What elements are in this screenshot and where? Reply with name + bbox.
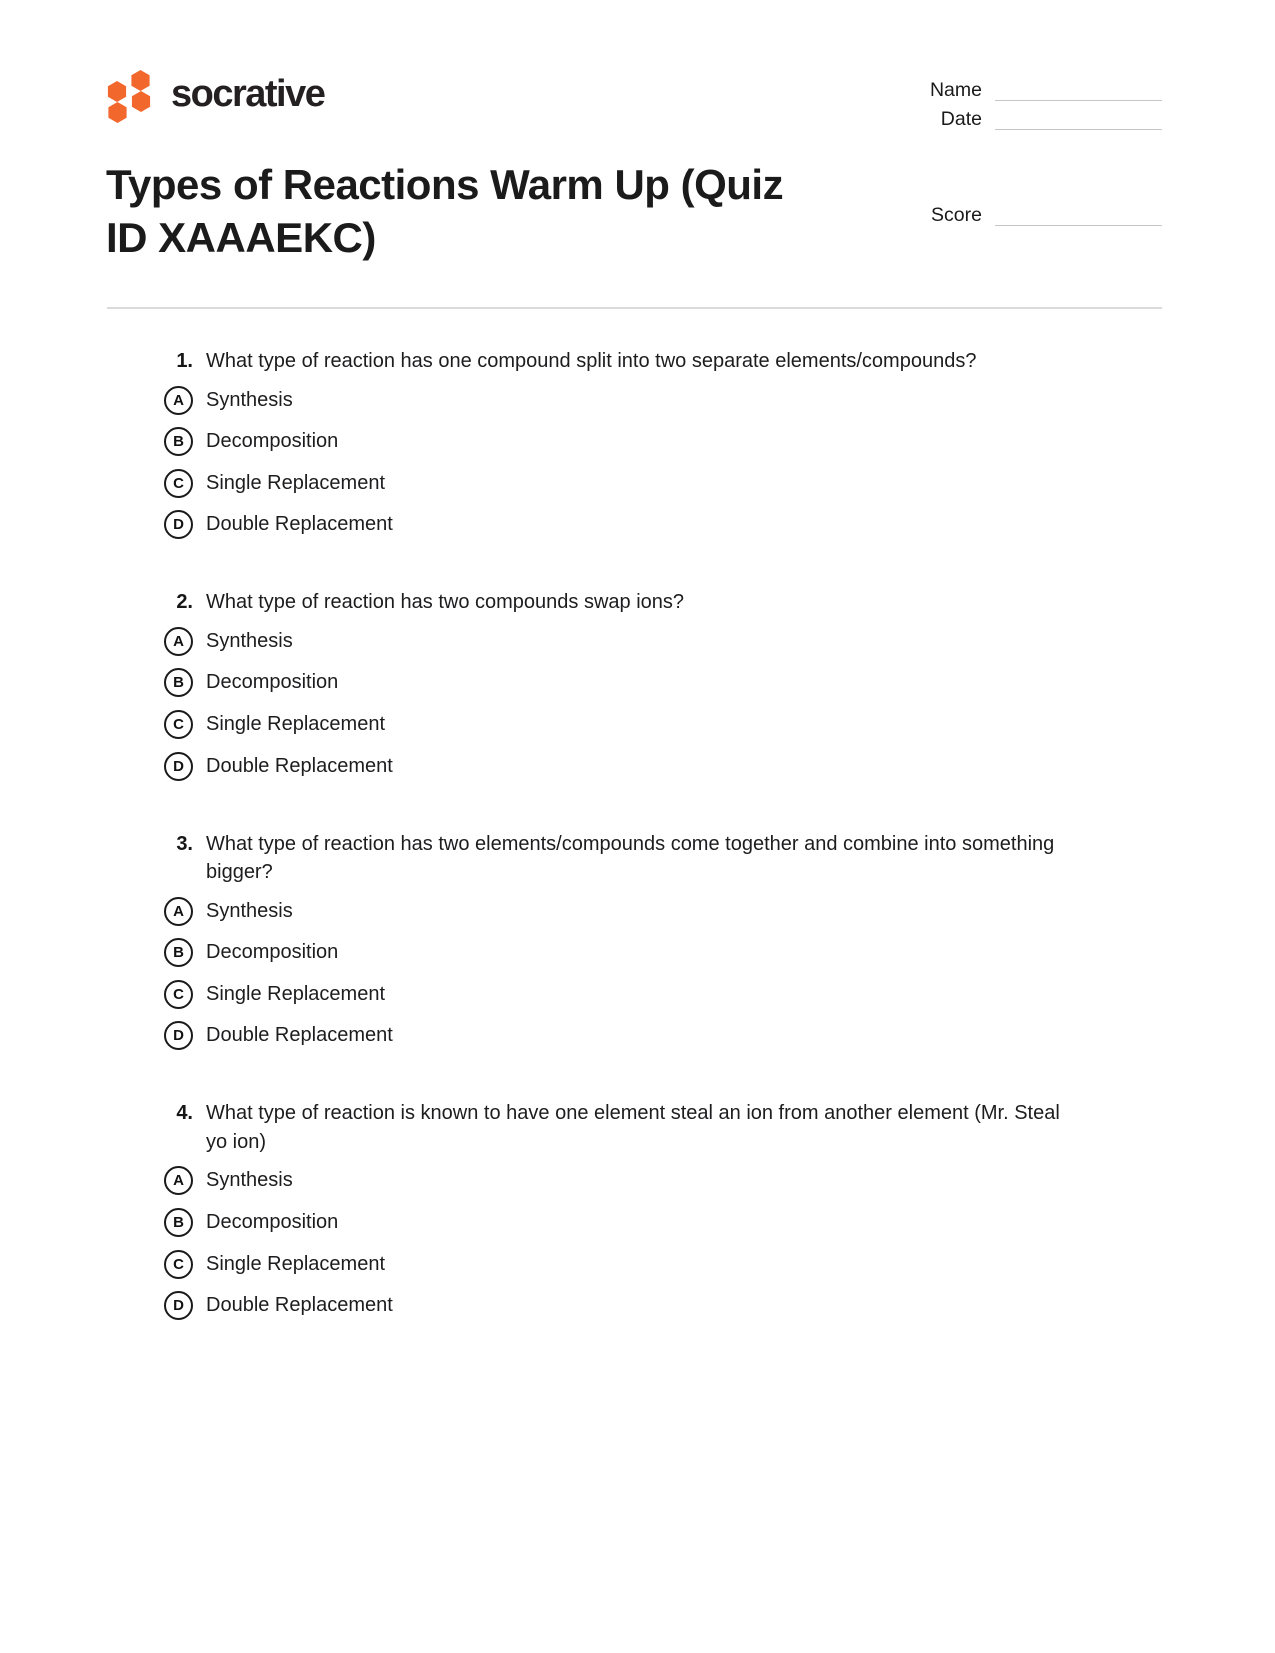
option-label: Synthesis <box>206 388 293 411</box>
option-label: Decomposition <box>206 1210 339 1233</box>
option-a <box>164 627 1106 656</box>
option-label: Synthesis <box>206 899 293 922</box>
option-bubble-d: D <box>164 1021 193 1050</box>
score-field-row <box>924 205 1162 226</box>
name-label: Name <box>929 79 982 101</box>
option-bubble-d: D <box>164 510 193 539</box>
options-list <box>164 1166 1106 1320</box>
name-field-row <box>924 80 1162 101</box>
question-number: 4. <box>176 1102 193 1125</box>
option-label: Double Replacement <box>206 1024 393 1047</box>
option-label: Single Replacement <box>206 982 385 1005</box>
option-a <box>164 386 1106 415</box>
question-1 <box>173 347 1106 539</box>
score-blank-line <box>995 205 1162 226</box>
option-b <box>164 1208 1106 1237</box>
option-a <box>164 1166 1106 1195</box>
option-label: Synthesis <box>206 629 293 652</box>
question-number: 2. <box>176 591 193 614</box>
option-label: Decomposition <box>206 941 339 964</box>
question-number: 3. <box>176 832 193 855</box>
quiz-title: Types of Reactions Warm Up (Quiz ID XAAAEKC) <box>106 161 784 261</box>
socrative-hexagons-icon <box>104 64 162 128</box>
option-bubble-c: C <box>164 710 193 739</box>
option-label: Decomposition <box>206 430 339 453</box>
option-b <box>164 668 1106 697</box>
option-d <box>164 1021 1106 1050</box>
option-bubble-c: C <box>164 1250 193 1279</box>
option-bubble-a: A <box>164 627 193 656</box>
option-b <box>164 427 1106 456</box>
option-label: Double Replacement <box>206 754 393 777</box>
question-number: 1. <box>176 350 193 372</box>
option-c <box>164 980 1106 1009</box>
option-d <box>164 510 1106 539</box>
option-bubble-a: A <box>164 1166 193 1195</box>
question-4 <box>173 1099 1106 1320</box>
option-bubble-b: B <box>164 1208 193 1237</box>
option-bubble-c: C <box>164 469 193 498</box>
option-bubble-b: B <box>164 938 193 967</box>
question-2 <box>173 588 1106 780</box>
option-bubble-d: D <box>164 1291 193 1320</box>
option-bubble-a: A <box>164 386 193 415</box>
option-c <box>164 469 1106 498</box>
options-list <box>164 897 1106 1051</box>
score-label: Score <box>931 204 982 226</box>
option-label: Double Replacement <box>206 513 393 536</box>
option-c <box>164 1250 1106 1279</box>
option-label: Single Replacement <box>206 471 385 494</box>
option-bubble-c: C <box>164 980 193 1009</box>
option-b <box>164 938 1106 967</box>
option-d <box>164 752 1106 781</box>
question-text: What type of reaction has one compound split into two separate elements/compounds? <box>206 350 977 372</box>
question-text: What type of reaction has two elements/compounds come together and combine into something bigger? <box>206 832 1055 884</box>
date-blank-line <box>995 109 1162 130</box>
question-text: What type of reaction has two compounds swap ions? <box>206 591 685 614</box>
socrative-logo <box>104 64 324 128</box>
name-blank-line <box>995 80 1162 101</box>
date-label: Date <box>940 108 982 130</box>
options-list <box>164 386 1106 540</box>
option-label: Decomposition <box>206 671 339 694</box>
header-divider <box>107 307 1162 309</box>
option-label: Synthesis <box>206 1169 293 1192</box>
option-c <box>164 710 1106 739</box>
question-text: What type of reaction is known to have one element steal an ion from another element (Mr. Steal yo ion) <box>206 1102 1060 1153</box>
option-bubble-b: B <box>164 427 193 456</box>
option-bubble-a: A <box>164 897 193 926</box>
option-bubble-d: D <box>164 752 193 781</box>
option-label: Single Replacement <box>206 712 385 735</box>
option-label: Single Replacement <box>206 1252 385 1275</box>
option-label: Double Replacement <box>206 1294 393 1317</box>
question-list <box>173 347 1106 1369</box>
option-a <box>164 897 1106 926</box>
question-3 <box>173 830 1106 1051</box>
option-bubble-b: B <box>164 668 193 697</box>
socrative-wordmark: socrative <box>171 73 325 115</box>
options-list <box>164 627 1106 781</box>
option-d <box>164 1291 1106 1320</box>
date-field-row <box>924 109 1162 130</box>
